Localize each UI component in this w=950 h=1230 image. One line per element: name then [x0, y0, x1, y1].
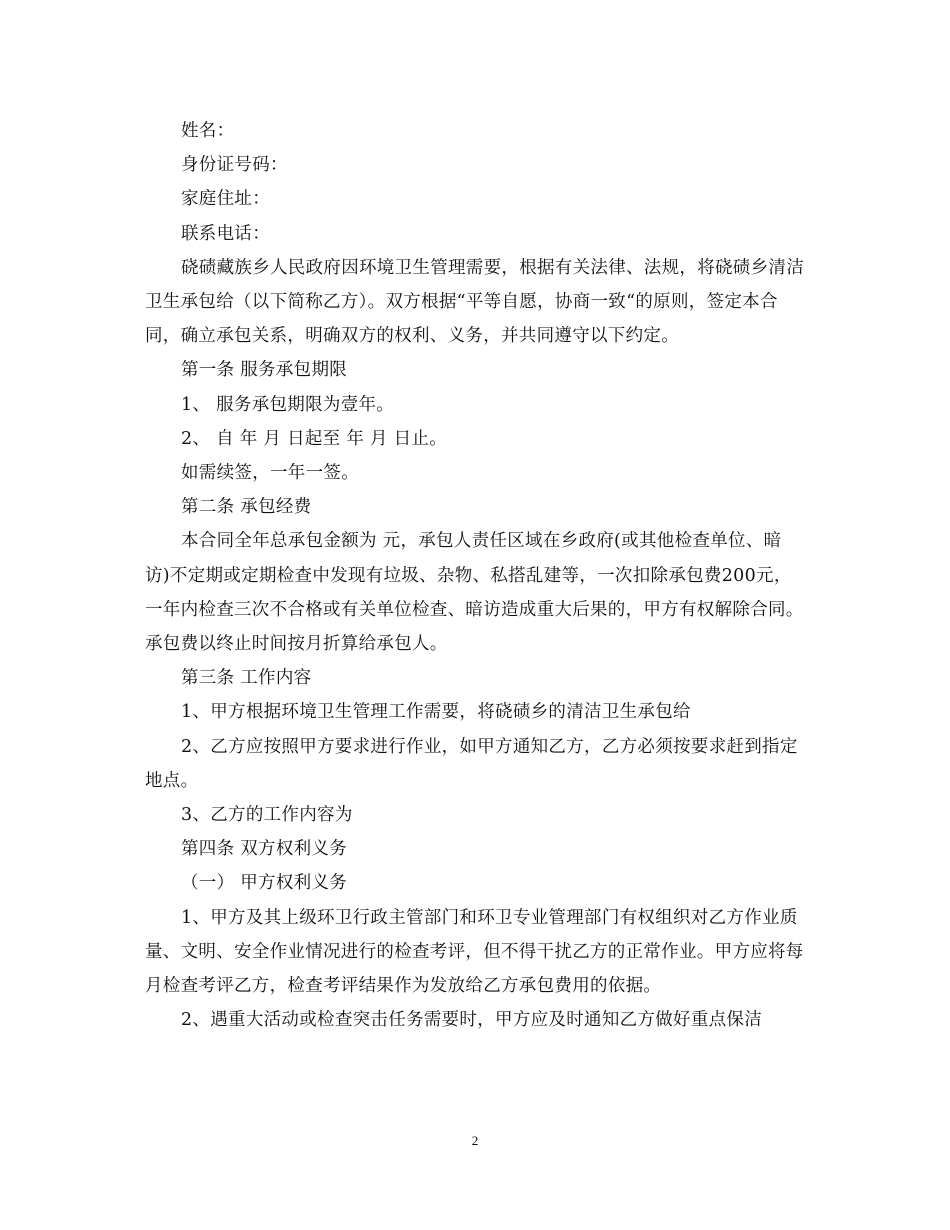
field-phone: 联系电话： [181, 223, 270, 244]
page-number: 2 [471, 1133, 479, 1148]
article-2-body: 本合同全年总承包金额为 元，承包人责任区域在乡政府(或其他检查单位、暗访)不定期或定期检查中发现有垃圾、杂物、私搭乱建等，一次扣除承包费200元，一年内检查三次不合格或有关单位检查、暗访造成重大后果的，甲方有权解除合同。承包费以终止时间按月折算给承包人。 [145, 531, 804, 655]
article-4-section-1-heading: （一） 甲方权利义务 [181, 873, 348, 894]
article-1-item-1: 1、 服务承包期限为壹年。 [181, 394, 395, 415]
article-1-item-2: 2、 自 年 月 日起至 年 月 日止。 [181, 428, 448, 449]
article-3-heading: 第三条 工作内容 [181, 668, 312, 689]
article-4-item-2: 2、遇重大活动或检查突击任务需要时，甲方应及时通知乙方做好重点保洁 [181, 1010, 763, 1031]
intro-paragraph: 硗碛藏族乡人民政府因环境卫生管理需要，根据有关法律、法规，将硗碛乡清洁卫生承包给（以下简称乙方）。双方根据“平等自愿，协商一致“的原则，签定本合同，确立承包关系，明确双方的权利、义务，并共同遵守以下约定。 [145, 257, 804, 347]
article-3-item-3: 3、乙方的工作内容为 [181, 805, 353, 826]
article-2-heading: 第二条 承包经费 [181, 497, 312, 518]
field-name: 姓名： [181, 121, 235, 141]
article-1-heading: 第一条 服务承包期限 [181, 360, 348, 381]
article-3-item-2: 2、乙方应按照甲方要求进行作业，如甲方通知乙方，乙方必须按要求赶到指定地点。 [145, 736, 798, 791]
field-id-number: 身份证号码： [181, 155, 288, 176]
document-body [145, 114, 805, 1037]
article-4-heading: 第四条 双方权利义务 [181, 839, 348, 860]
article-3-item-1: 1、甲方根据环境卫生管理工作需要，将硗碛乡的清洁卫生承包给 [181, 702, 691, 723]
field-home-address: 家庭住址： [181, 189, 270, 210]
article-4-item-1: 1、甲方及其上级环卫行政主管部门和环卫专业管理部门有权组织对乙方作业质量、文明、安全作业情况进行的检查考评，但不得干扰乙方的正常作业。甲方应将每月检查考评乙方，检查考评结果作为发放给乙方承包费用的依据。 [145, 907, 804, 997]
article-1-renewal: 如需续签，一年一签。 [181, 463, 359, 484]
